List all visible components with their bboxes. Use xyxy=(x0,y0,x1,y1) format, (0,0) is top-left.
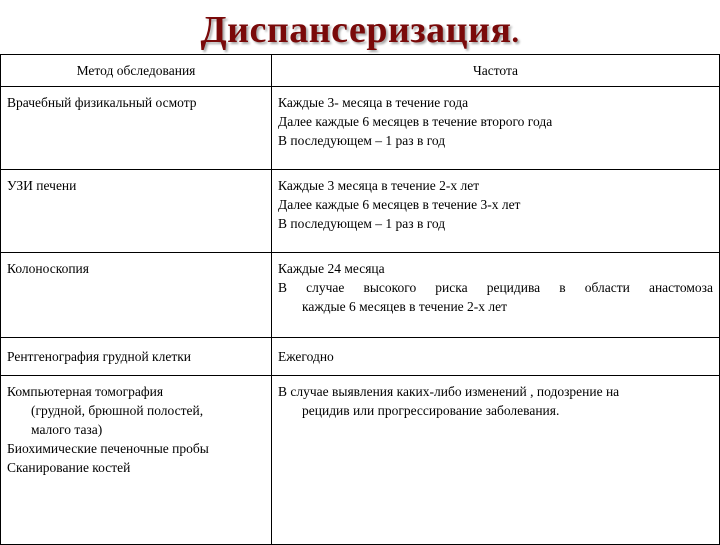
page-title-dot: . xyxy=(511,16,520,49)
frequency-cell xyxy=(272,376,720,545)
method-line: малого таза) xyxy=(31,422,103,437)
method-line: (грудной, брюшной полостей, xyxy=(31,403,204,418)
examination-schedule-table xyxy=(0,54,720,545)
frequency-cell xyxy=(272,87,720,170)
method-line: Биохимические печеночные пробы xyxy=(7,441,209,456)
table-row xyxy=(1,170,720,253)
method-line: Компьютерная томография xyxy=(7,384,164,399)
frequency-cell xyxy=(272,170,720,253)
table-row xyxy=(1,376,720,545)
header-method: Метод обследования xyxy=(1,55,272,87)
method-cell xyxy=(1,87,272,170)
method-line: Врачебный физикальный осмотр xyxy=(7,95,197,110)
frequency-line: Ежегодно xyxy=(278,349,334,364)
method-line: УЗИ печени xyxy=(7,178,77,193)
method-cell xyxy=(1,376,272,545)
page-title-text: Диспансеризация xyxy=(200,9,512,51)
table-row xyxy=(1,253,720,338)
method-cell xyxy=(1,170,272,253)
frequency-line: Далее каждые 6 месяцев в течение 3-х лет xyxy=(278,197,521,212)
frequency-line: В случае выявления каких-либо изменений , подозрение на xyxy=(278,384,620,399)
frequency-line: Далее каждые 6 месяцев в течение второго года xyxy=(278,114,553,129)
table-row xyxy=(1,87,720,170)
table-row xyxy=(1,338,720,376)
frequency-line: Каждые 3 месяца в течение 2-х лет xyxy=(278,178,480,193)
frequency-line: В последующем – 1 раз в год xyxy=(278,216,446,231)
frequency-line: Каждые 3- месяца в течение года xyxy=(278,95,469,110)
method-line: Рентгенография грудной клетки xyxy=(7,349,192,364)
table-header-row xyxy=(1,55,720,87)
header-frequency: Частота xyxy=(272,55,720,87)
page-title xyxy=(0,4,720,59)
frequency-line: каждые 6 месяцев в течение 2-х лет xyxy=(302,299,508,314)
frequency-cell xyxy=(272,338,720,376)
method-line: Колоноскопия xyxy=(7,261,89,276)
frequency-line: В последующем – 1 раз в год xyxy=(278,133,446,148)
frequency-cell xyxy=(272,253,720,338)
method-cell xyxy=(1,338,272,376)
method-cell xyxy=(1,253,272,338)
frequency-line: Каждые 24 месяца xyxy=(278,261,385,276)
frequency-line: рецидив или прогрессирование заболевания. xyxy=(302,403,560,418)
method-line: Сканирование костей xyxy=(7,460,131,475)
frequency-line: В случае высокого риска рецидива в области анастомоза xyxy=(278,280,713,295)
